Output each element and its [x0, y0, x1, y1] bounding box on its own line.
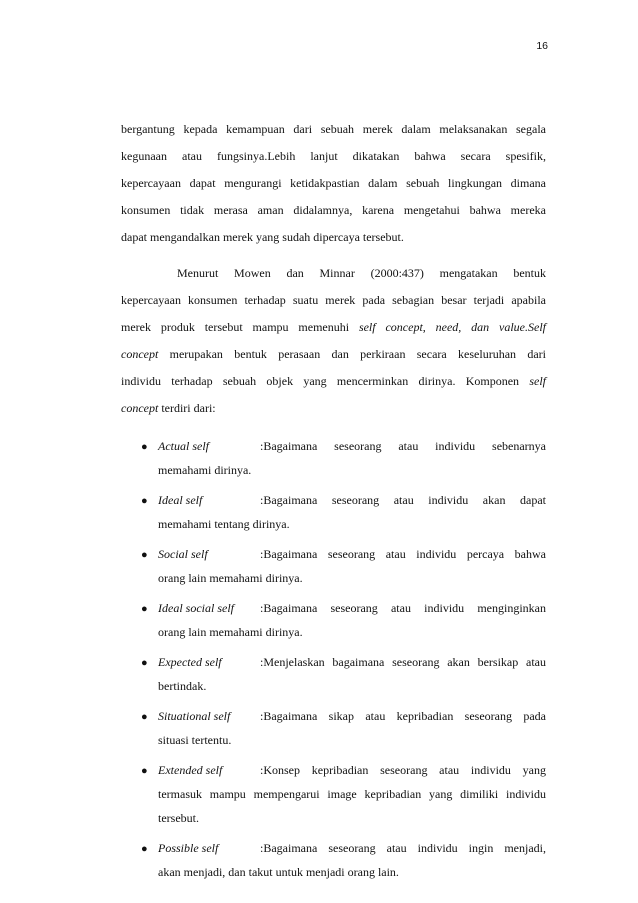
paragraph-2-text: merek produk tersebut mampu memenuhi [121, 320, 359, 334]
paragraph-1-line: dapat mengandalkan merek yang sudah dipercaya tersebut. [121, 230, 404, 244]
paragraph-1-line: bergantung kepada kemampuan dari sebuah merek dalam melaksanakan segala [121, 122, 546, 136]
list-item [121, 650, 546, 698]
list-item [121, 704, 546, 752]
list-item-term: Actual self [158, 439, 209, 453]
list-item-description: :Bagaimana sikap atau kepribadian seseorang pada [260, 709, 546, 723]
bullet-icon: ● [141, 657, 148, 669]
list-item-description: :Bagaimana seseorang atau individu ingin menjadi, [260, 841, 546, 855]
list-item-term: Situational self [158, 709, 231, 723]
list-item-continuation: memahami tentang dirinya. [158, 517, 290, 531]
bullet-icon: ● [141, 843, 148, 855]
list-item [121, 596, 546, 644]
paragraph-2 [121, 260, 546, 422]
paragraph-2-text: terdiri dari: [158, 401, 216, 415]
list-item [121, 758, 546, 830]
list-item-description: :Bagaimana seseorang atau individu percaya bahwa [260, 547, 546, 561]
paragraph-2-line [121, 314, 546, 341]
bullet-icon: ● [141, 711, 148, 723]
bullet-icon: ● [141, 549, 148, 561]
page-number: 16 [536, 40, 548, 52]
list-item-description: :Bagaimana seseorang atau individu menginginkan [260, 601, 546, 615]
list-item-description: :Menjelaskan bagaimana seseorang akan bersikap atau [260, 655, 546, 669]
paragraph-2-text: merupakan bentuk perasaan dan perkiraan secara keseluruhan dari [158, 347, 546, 361]
bullet-icon: ● [141, 495, 148, 507]
bullet-icon: ● [141, 765, 148, 777]
list-item-continuation: tersebut. [158, 811, 199, 825]
list-item-term: Ideal social self [158, 601, 234, 615]
list-item-description: :Konsep kepribadian seseorang atau individu yang [260, 763, 546, 777]
list-item [121, 542, 546, 590]
bullet-icon: ● [141, 603, 148, 615]
list-item-continuation: akan menjadi, dan takut untuk menjadi orang lain. [158, 865, 399, 879]
paragraph-2-line [121, 395, 546, 422]
list-item-continuation: memahami dirinya. [158, 463, 252, 477]
list-item-term: Ideal self [158, 493, 203, 507]
paragraph-2-line [121, 368, 546, 395]
list-item-term: Extended self [158, 763, 223, 777]
document-body [121, 116, 546, 890]
paragraph-1-line: kepercayaan dapat mengurangi ketidakpastian dalam sebuah lingkungan dimana [121, 176, 546, 190]
paragraph-2-italic: self concept, need, dan value.Self [358, 320, 546, 334]
paragraph-1-line: konsumen tidak merasa aman didalamnya, karena mengetahui bahwa mereka [121, 203, 546, 217]
list-item-term: Possible self [158, 841, 219, 855]
paragraph-2-text: individu terhadap sebuah objek yang mencerminkan dirinya. Komponen [121, 374, 530, 388]
list-item-continuation: termasuk mampu mempengarui image kepribadian yang dimiliki individu [158, 787, 546, 801]
list-item [121, 836, 546, 884]
paragraph-2-italic: concept [121, 401, 159, 415]
paragraph-2-italic: self [529, 374, 546, 388]
self-concept-list [121, 434, 546, 884]
paragraph-2-line [121, 341, 546, 368]
list-item-continuation: orang lain memahami dirinya. [158, 625, 303, 639]
paragraph-2-line: Menurut Mowen dan Minnar (2000:437) mengatakan bentuk [177, 266, 546, 280]
list-item-term: Social self [158, 547, 208, 561]
list-item-continuation: bertindak. [158, 679, 207, 693]
list-item-term: Expected self [158, 655, 222, 669]
list-item-description: :Bagaimana seseorang atau individu akan dapat [260, 493, 546, 507]
bullet-icon: ● [141, 441, 148, 453]
list-item [121, 488, 546, 536]
list-item-description: :Bagaimana seseorang atau individu sebenarnya [260, 439, 546, 453]
paragraph-1 [121, 116, 546, 251]
list-item-continuation: orang lain memahami dirinya. [158, 571, 303, 585]
paragraph-1-line: kegunaan atau fungsinya.Lebih lanjut dikatakan bahwa secara spesifik, [121, 149, 546, 163]
list-item [121, 434, 546, 482]
paragraph-2-italic: concept [121, 347, 159, 361]
paragraph-2-line: kepercayaan konsumen terhadap suatu merek pada sebagian besar terjadi apabila [121, 293, 546, 307]
list-item-continuation: situasi tertentu. [158, 733, 232, 747]
